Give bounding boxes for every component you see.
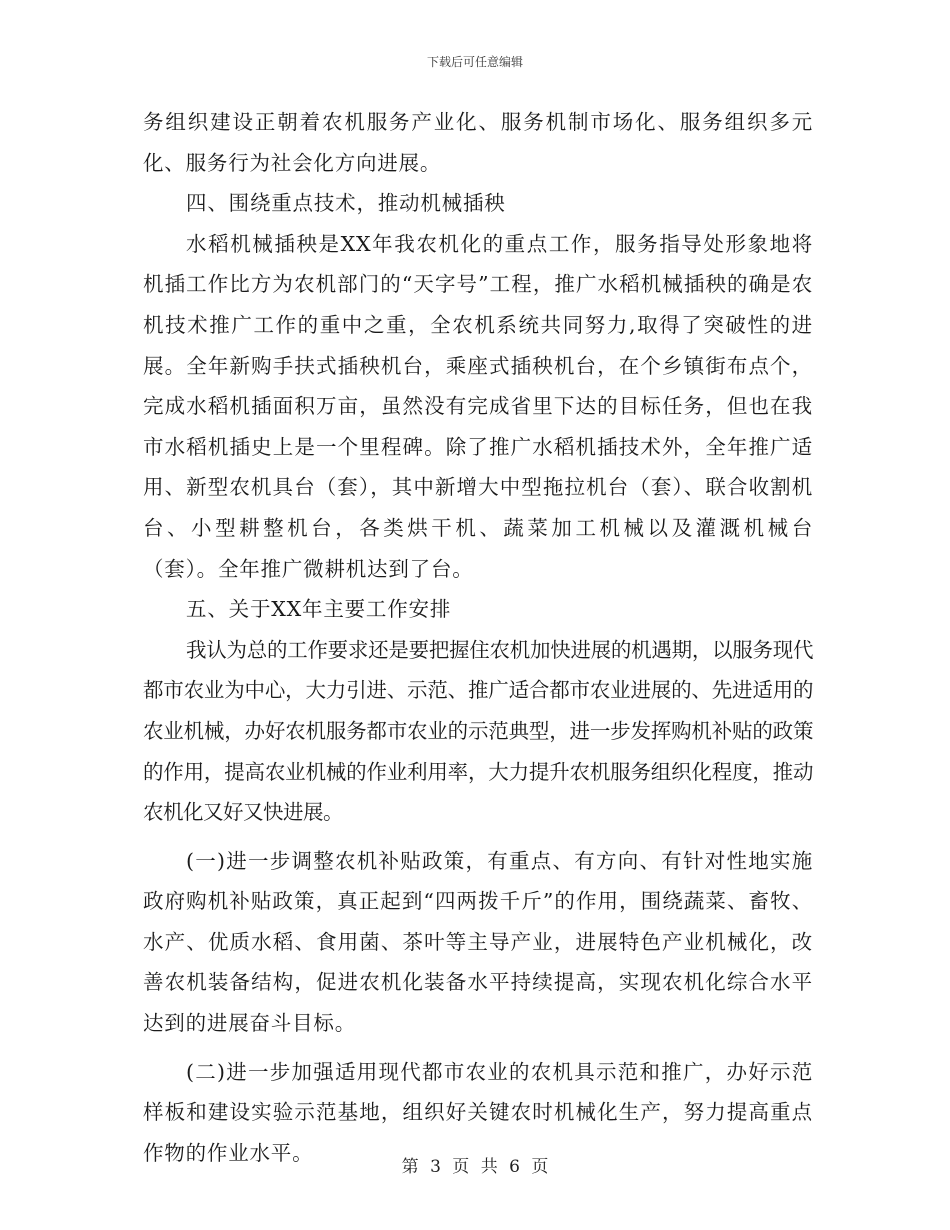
section-heading-4: 四、围绕重点技术，推动机械插秧: [186, 191, 506, 216]
paragraph-continuation: 务组织建设正朝着农机服务产业化、服务机制市场化、服务组织多元化、服务行为社会化方向进展。: [143, 110, 813, 175]
paragraph-rice-transplanting: 水稻机械插秧是XX年我农机化的重点工作，服务指导处形象地将机插工作比方为农机部门的“天字号”工程，推广水稻机械插秧的确是农机技术推广工作的重中之重，全农机系统共同努力,取得了突破性的进展。全年新购手扶式插秧机台，乘座式插秧机台，在个乡镇街布点个，完成水稻机插面积万亩，虽然没有完成省里下达的目标任务，但也在我市水稻机插史上是一个里程碑。除了推广水稻机插技术外，全年推广适用、新型农机具台（套），其中新增大中型拖拉机台（套）、联合收割机台、小型耕整机台，各类烘干机、蔬菜加工机械以及灌溉机械台（套）。全年推广微耕机达到了台。: [143, 231, 813, 581]
page-number: 第 3 页 共 6 页: [401, 1157, 549, 1177]
paragraph-item-2: (二)进一步加强适用现代都市农业的农机具示范和推广，办好示范样板和建设实验示范基地，组织好关键农时机械化生产，努力提高重点作物的作业水平。: [143, 1059, 813, 1165]
paragraph-item-1: (一)进一步调整农机补贴政策，有重点、有方向、有针对性地实施政府购机补贴政策，真正起到“四两拨千斤”的作用，围绕蔬菜、畜牧、水产、优质水稻、食用菌、茶叶等主导产业，进展特色产业机械化，改善农机装备结构，促进农机化装备水平持续提高，实现农机化综合水平达到的进展奋斗目标。: [143, 848, 813, 1036]
paragraph-work-requirements: 我认为总的工作要求还是要把握住农机加快进展的机遇期，以服务现代都市农业为中心，大力引进、示范、推广适合都市农业进展的、先进适用的农业机械，办好农机服务都市农业的示范典型，进一步发挥购机补贴的政策的作用，提高农业机械的作业利用率，大力提升农机服务组织化程度，推动农机化又好又快进展。: [143, 637, 813, 825]
document-body: [143, 102, 813, 1173]
section-heading-5: 五、关于XX年主要工作安排: [186, 597, 452, 622]
page-header: 下载后可任意编辑: [426, 55, 523, 69]
